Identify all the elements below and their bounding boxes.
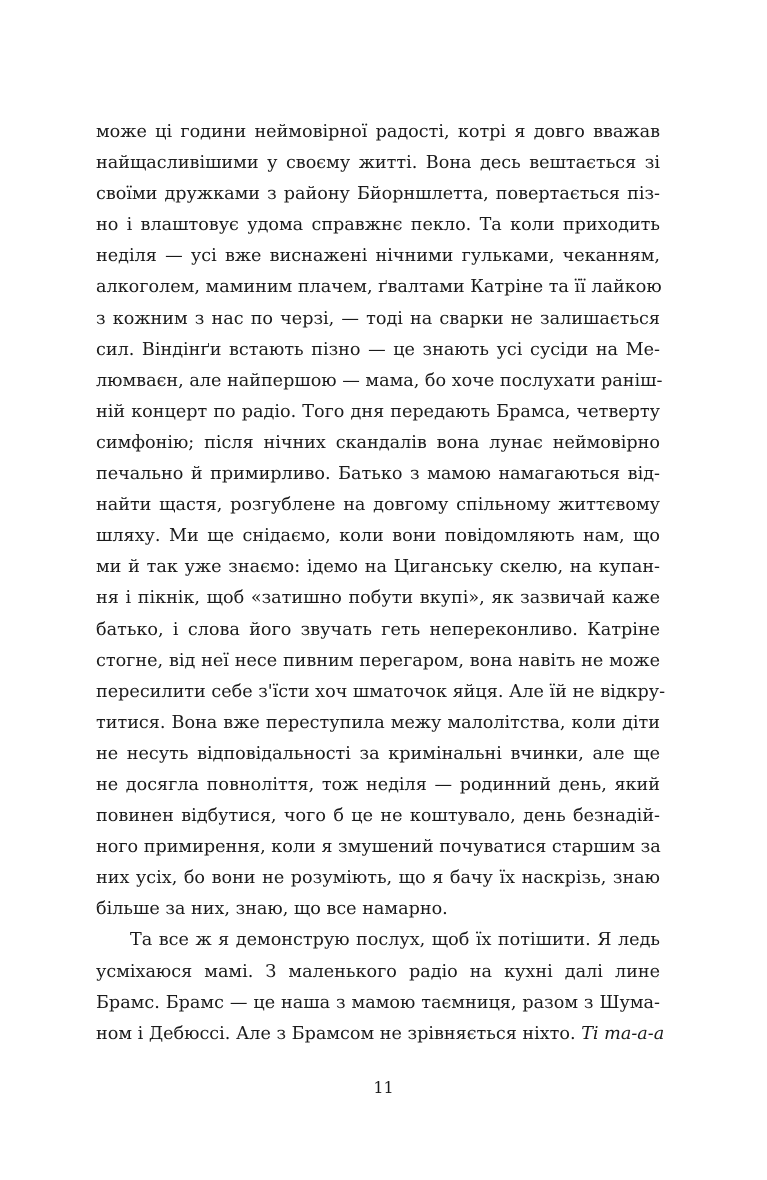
text-line-21: не несуть відповідальності за кримінальні вчинки, але ще: [96, 743, 660, 764]
text-line-10: ній концерт по радіо. Того дня передають Брамса, четверту: [96, 401, 660, 422]
body-text: [96, 117, 666, 1050]
text-line-18: стогне, від неї несе пивним перегаром, вона навіть не може: [96, 650, 660, 671]
text-line-1: може ці години неймовірної радості, котрі я довго вважав: [96, 122, 660, 142]
text-line-19: пересилити себе з'їсти хоч шматочок яйця. Але їй не відкру-: [96, 681, 666, 702]
text-line-9: люмваєн, але найпершою — мама, бо хоче послухати раніш-: [96, 370, 663, 391]
text-line-30-regular: ном і Дебюссі. Але з Брамсом не зрівняється ніхто.: [96, 1023, 576, 1044]
text-line-3: своїми дружками з району Бйорншлетта, повертається піз-: [96, 184, 660, 205]
text-line-6: алкоголем, маминим плачем, ґвалтами Катріне та її лайкою: [96, 277, 662, 298]
text-line-2: найщасливішими у своєму житті. Вона десь вештається зі: [96, 153, 660, 174]
text-line-22: не досягла повноліття, тож неділя — родинний день, який: [96, 774, 660, 795]
text-line-8: сил. Віндінґи встають пізно — це знають усі сусіди на Ме-: [96, 339, 660, 360]
text-line-23: повинен відбутися, чого б це не коштувало, день безнадій-: [96, 806, 660, 827]
text-line-17: батько, і слова його звучать геть непереконливо. Катріне: [96, 619, 660, 640]
text-line-14: шляху. Ми ще снідаємо, коли вони повідомляють нам, що: [96, 526, 660, 547]
text-line-29: Брамс. Брамс — це наша з мамою таємниця, разом з Шума-: [96, 992, 660, 1013]
text-line-7: з кожним з нас по черзі, — тоді на сварки не залишається: [96, 308, 660, 329]
text-line-15: ми й так уже знаємо: ідемо на Циганську скелю, на купан-: [96, 557, 660, 578]
text-line-28: усміхаюся мамі. З маленького радіо на кухні далі лине: [96, 961, 660, 982]
text-line-4: но і влаштовує удома справжнє пекло. Та коли приходить: [96, 215, 660, 236]
text-line-5: неділя — усі вже виснажені нічними гульками, чеканням,: [96, 246, 660, 267]
text-line-27: Та все ж я демонструю послух, щоб їх потішити. Я ледь: [130, 930, 660, 951]
text-line-20: титися. Вона вже переступила межу малолітства, коли діти: [96, 712, 660, 733]
text-line-25: них усіх, бо вони не розуміють, що я бачу їх наскрізь, знаю: [96, 868, 660, 889]
text-line-26: більше за них, знаю, що все намарно.: [96, 899, 448, 920]
text-line-30-italic: Ті та-а-а: [581, 1023, 665, 1044]
text-line-24: ного примирення, коли я змушений почуватися старшим за: [96, 837, 661, 858]
page-number: 11: [373, 1078, 394, 1097]
text-line-16: ня і пікнік, щоб «затишно побути вкупі», як зазвичай каже: [96, 588, 660, 609]
text-line-30: [96, 1019, 665, 1050]
text-line-11: симфонію; після нічних скандалів вона лунає неймовірно: [96, 432, 660, 453]
text-line-12: печально й примирливо. Батько з мамою намагаються від-: [96, 464, 660, 485]
text-line-13: найти щастя, розгублене на довгому спільному життєвому: [96, 495, 660, 516]
